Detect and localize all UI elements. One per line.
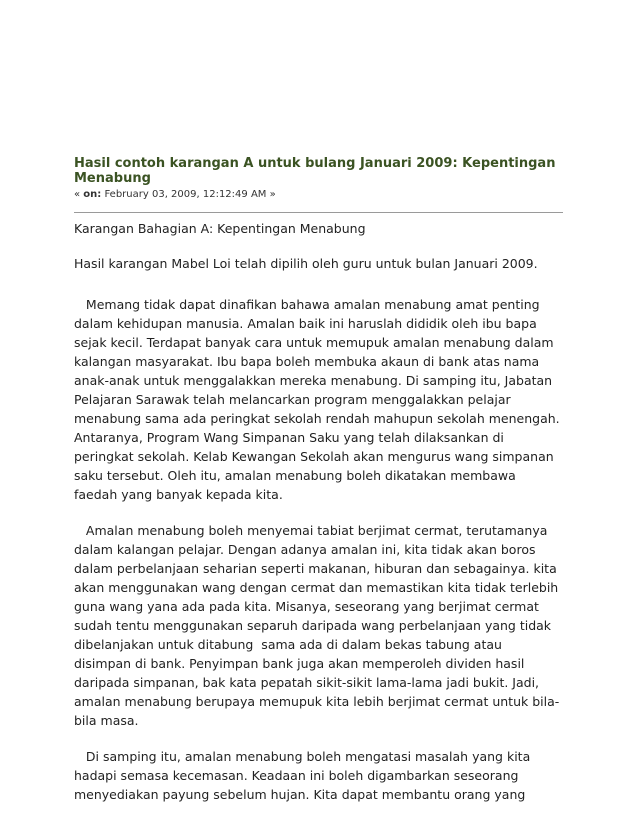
p1-line: anak-anak untuk menggalakkan mereka menabung. Di samping itu, Jabatan (74, 373, 553, 388)
body-intro: Hasil karangan Mabel Loi telah dipilih oleh guru untuk bulan Januari 2009. (74, 256, 538, 271)
divider (74, 212, 563, 213)
p2-line: amalan menabung berupaya memupuk kita lebih berjimat cermat untuk bila- (74, 694, 560, 709)
p1-line: kalangan masyarakat. Ibu bapa boleh membuka akaun di bank atas nama (74, 354, 540, 369)
body-heading: Karangan Bahagian A: Kepentingan Menabung (74, 221, 366, 236)
p3-line: Di samping itu, amalan menabung boleh mengatasi masalah yang kita (74, 749, 531, 764)
meta-open-quote: « (74, 189, 84, 200)
p2-line: dibelanjakan untuk ditabung sama ada di dalam bekas tabung atau (74, 637, 502, 652)
p1-line: dalam kehidupan manusia. Amalan baik ini haruslah dididik oleh ibu bapa (74, 316, 537, 331)
p1-line: peringkat sekolah. Kelab Kewangan Sekolah akan mengurus wang simpanan (74, 449, 554, 464)
post-meta (74, 189, 276, 201)
post-date: February 03, 2009, 12:12:49 AM » (101, 189, 276, 200)
p2-line: disimpan di bank. Penyimpan bank juga akan memperoleh dividen hasil (74, 656, 525, 671)
p2-line: akan menggunakan wang dengan cermat dan memastikan kita tidak terlebih (74, 580, 559, 595)
post-title-line2[interactable]: Menabung (74, 171, 151, 186)
p3-line: menyediakan payung sebelum hujan. Kita dapat membantu orang yang (74, 787, 526, 802)
p1-line: Memang tidak dapat dinafikan bahawa amalan menabung amat penting (74, 297, 540, 312)
p2-line: dalam kalangan pelajar. Dengan adanya amalan ini, kita tidak akan boros (74, 542, 536, 557)
p2-line: daripada simpanan, bak kata pepatah sikit-sikit lama-lama jadi bukit. Jadi, (74, 675, 540, 690)
p1-line: sejak kecil. Terdapat banyak cara untuk memupuk amalan menabung dalam (74, 335, 554, 350)
p2-line: sudah tentu menggunakan separuh daripada wang perbelanjaan yang tidak (74, 618, 552, 633)
p1-line: saku tersebut. Oleh itu, amalan menabung boleh dikatakan membawa (74, 468, 516, 483)
post-title-line1[interactable]: Hasil contoh karangan A untuk bulang Januari 2009: Kepentingan (74, 156, 556, 171)
p1-line: Antaranya, Program Wang Simpanan Saku yang telah dilaksankan di (74, 430, 504, 445)
p1-line: faedah yang banyak kepada kita. (74, 487, 283, 502)
p2-line: bila masa. (74, 713, 139, 728)
p1-line: Pelajaran Sarawak telah melancarkan program menggalakkan pelajar (74, 392, 511, 407)
p1-line: menabung sama ada peringkat sekolah rendah mahupun sekolah menengah. (74, 411, 560, 426)
p2-line: dalam perbelanjaan seharian seperti makanan, hiburan dan sebagainya. kita (74, 561, 557, 576)
meta-on-label: on: (83, 189, 102, 200)
p2-line: guna wang yana ada pada kita. Misanya, seseorang yang berjimat cermat (74, 599, 539, 614)
p3-line: hadapi semasa kecemasan. Keadaan ini boleh digambarkan seseorang (74, 768, 519, 783)
post-title[interactable] (74, 156, 574, 186)
p2-line: Amalan menabung boleh menyemai tabiat berjimat cermat, terutamanya (74, 523, 548, 538)
